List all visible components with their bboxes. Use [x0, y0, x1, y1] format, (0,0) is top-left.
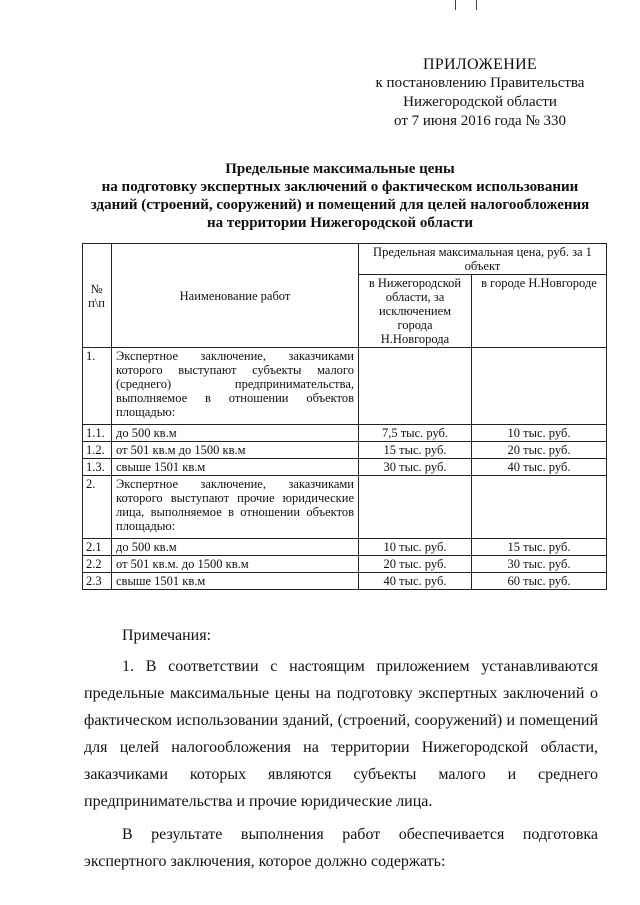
row-city-price: 60 тыс. руб. — [472, 573, 607, 590]
table-row — [83, 442, 607, 459]
row-num: 2.2 — [83, 556, 112, 573]
table-row — [83, 425, 607, 442]
notes-paragraph-2: В результате выполнения работ обеспечивается подготовка экспертного заключения, которое должно содержать: — [84, 826, 598, 870]
row-region-price: 15 тыс. руб. — [359, 442, 472, 459]
title-line-2: на подготовку экспертных заключений о фактическом использовании — [101, 179, 579, 195]
row-name: Экспертное заключение, заказчиками которого выступают прочие юридические лица, выполняемое в отношении объектов площадью: — [112, 476, 359, 539]
price-table — [82, 243, 607, 590]
title-line-4: на территории Нижегородской области — [206, 215, 474, 231]
row-region-price: 10 тыс. руб. — [359, 539, 472, 556]
row-name: до 500 кв.м — [112, 425, 359, 442]
row-city-price: 20 тыс. руб. — [472, 442, 607, 459]
row-name: от 501 кв.м. до 1500 кв.м — [112, 556, 359, 573]
appendix-heading: ПРИЛОЖЕНИЕ — [422, 56, 537, 73]
row-city-price: 10 тыс. руб. — [472, 425, 607, 442]
page-corner-mark — [455, 0, 477, 10]
table-row — [83, 539, 607, 556]
title-line-1: Предельные максимальные цены — [225, 161, 455, 177]
row-num: 1.2. — [83, 442, 112, 459]
row-region-price: 7,5 тыс. руб. — [359, 425, 472, 442]
header-num: № п\п — [83, 244, 112, 348]
header-region: в Нижегородской области, за исключением города Н.Новгорода — [359, 275, 472, 348]
row-city-price — [472, 476, 607, 539]
row-region-price: 20 тыс. руб. — [359, 556, 472, 573]
table-row — [83, 573, 607, 590]
row-num: 1.3. — [83, 459, 112, 476]
row-name: до 500 кв.м — [112, 539, 359, 556]
row-region-price: 40 тыс. руб. — [359, 573, 472, 590]
document-title — [60, 160, 620, 232]
table-row — [83, 476, 607, 539]
table-header-row — [83, 244, 607, 275]
appendix-line-1: к постановлению Правительства — [375, 75, 585, 91]
table-row — [83, 348, 607, 425]
row-num: 2.3 — [83, 573, 112, 590]
appendix-line-3: от 7 июня 2016 года № 330 — [394, 113, 566, 129]
row-region-price: 30 тыс. руб. — [359, 459, 472, 476]
row-region-price — [359, 348, 472, 425]
notes-section — [84, 622, 598, 875]
table-row — [83, 459, 607, 476]
header-name: Наименование работ — [112, 244, 359, 348]
row-num: 2. — [83, 476, 112, 539]
notes-paragraph-1: 1. В соответствии с настоящим приложением устанавливаются предельные максимальные цены на подготовку экспертных заключений о фактическом использовании зданий, (строений, сооружений) и помещений для целей налогообложения на территории Нижегородской области, заказчиками которых являются субъекты малого и среднего предпринимательства и прочие юридические лица. — [84, 658, 598, 810]
row-name: от 501 кв.м до 1500 кв.м — [112, 442, 359, 459]
row-name: свыше 1501 кв.м — [112, 459, 359, 476]
table-row — [83, 556, 607, 573]
row-city-price: 40 тыс. руб. — [472, 459, 607, 476]
row-region-price — [359, 476, 472, 539]
row-name: свыше 1501 кв.м — [112, 573, 359, 590]
notes-heading: Примечания: — [122, 627, 212, 644]
row-num: 1.1. — [83, 425, 112, 442]
row-num: 1. — [83, 348, 112, 425]
header-price: Предельная максимальная цена, руб. за 1 объект — [359, 244, 607, 275]
row-city-price: 30 тыс. руб. — [472, 556, 607, 573]
row-city-price — [472, 348, 607, 425]
title-line-3: зданий (строений, сооружений) и помещений для целей налогообложения — [90, 197, 590, 213]
row-name: Экспертное заключение, заказчиками которого выступают субъекты малого (среднего) предпринимательства, выполняемое в отношении объектов площадью: — [112, 348, 359, 425]
appendix-block — [360, 55, 600, 131]
header-city: в городе Н.Новгороде — [472, 275, 607, 348]
row-num: 2.1 — [83, 539, 112, 556]
row-city-price: 15 тыс. руб. — [472, 539, 607, 556]
appendix-line-2: Нижегородской области — [403, 94, 557, 110]
